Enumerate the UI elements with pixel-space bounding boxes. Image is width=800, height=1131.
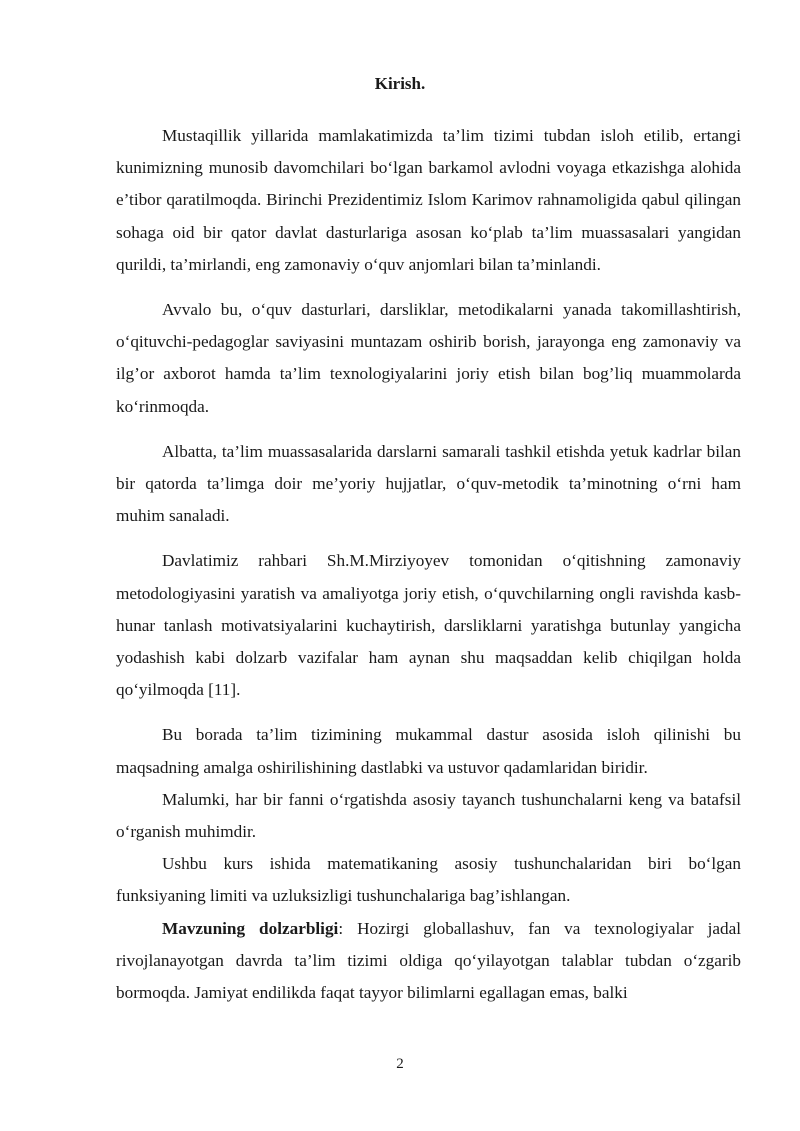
relevance-text: : Hozirgi globallashuv, fan va texnologiyalar jadal rivojlanayotgan davrda ta’lim tizimi oldiga qo‘yilayotgan talablar tubdan o‘zgarib bormoqda. Jamiyat endilikda faqat tayyor bilimlarni egallagan emas, balki: [116, 918, 742, 1003]
paragraph-5: Bu borada ta’lim tizimining mukammal dastur asosida isloh qilinishi bu maqsadning amalga oshirilishining dastlabki va ustuvor qadamlaridan biridir.: [116, 725, 741, 777]
paragraph-7: Ushbu kurs ishida matematikaning asosiy tushunchalaridan biri bo‘lgan funksiyaning limiti va uzluksizligi tushunchalariga bag’ishlangan.: [116, 854, 741, 906]
paragraph-6: Malumki, har bir fanni o‘rgatishda asosiy tayanch tushunchalarni keng va batafsil o‘rganish muhimdir.: [116, 789, 741, 842]
paragraph-3: Albatta, ta’lim muassasalarida darslarni samarali tashkil etishda yetuk kadrlar bilan bir qatorda ta’limga doir me’yoriy hujjatlar, o‘quv-metodik ta’minotning o‘rni ham muhim sanaladi.: [116, 441, 741, 526]
page-number: 2: [396, 1056, 404, 1072]
paragraph-2: Avvalo bu, o‘quv dasturlari, darsliklar, metodikalarni yanada takomillashtirish, o‘qituvchi-pedagoglar saviyasini muntazam oshirib borish, jarayonga eng zamonaviy va ilg’or axborot hamda ta’lim texnologiyalarini joriy etish bilan bog’liq muammolarda ko‘rinmoqda.: [116, 300, 741, 416]
paragraph-8: [116, 913, 741, 1010]
document-body: [116, 120, 741, 1009]
section-title: Kirish.: [374, 74, 426, 93]
paragraph-4: Davlatimiz rahbari Sh.M.Mirziyoyev tomonidan o‘qitishning zamonaviy metodologiyasini yaratish va amaliyotga joriy etish, o‘quvchilarning ongli ravishda kasb-hunar tanlash motivatsiyalarini kuchaytirish, darsliklarni yaratishga butunlay yangicha yodashish kabi dolzarb vazifalar ham aynan shu maqsaddan kelib chiqilgan holda qo‘yilmoqda [11].: [116, 551, 741, 700]
paragraph-1: Mustaqillik yillarida mamlakatimizda ta’lim tizimi tubdan isloh etilib, ertangi kunimizning munosib davomchilari bo‘lgan barkamol avlodni voyaga etkazishga alohida e’tibor qaratilmoqda. Birinchi Prezidentimiz Islom Karimov rahnamoligida qabul qilingan sohaga oid bir qator davlat dasturlariga asosan ko‘plab ta’lim muassasalari yangidan qurildi, ta’mirlandi, eng zamonaviy o‘quv anjomlari bilan ta’minlandi.: [116, 126, 741, 274]
relevance-heading: Mavzuning dolzarbligi: [162, 918, 339, 938]
